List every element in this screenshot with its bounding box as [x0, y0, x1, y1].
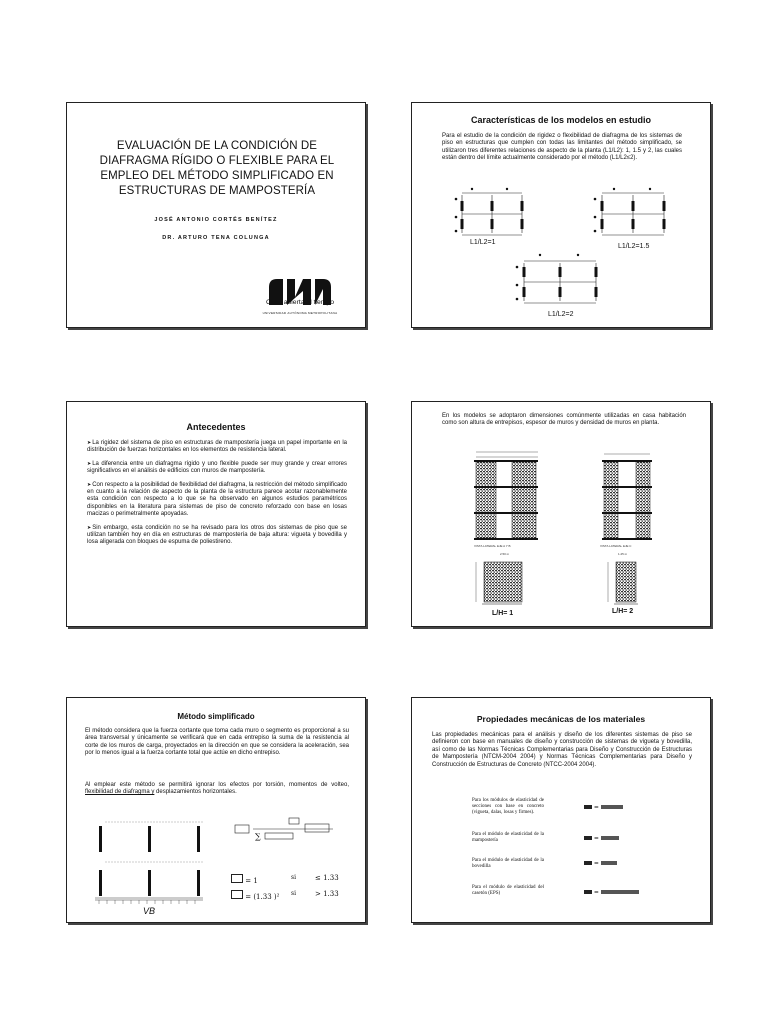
- slide-model-dimensions: [411, 401, 711, 627]
- condition-gt: > 1.33: [315, 890, 339, 898]
- shear-distribution-formula: [233, 816, 345, 850]
- underlined-text: flexibilidad de diafragma y: [85, 789, 155, 796]
- slide-paragraph: En los modelos se adoptaron dimensiones comúnmente utilizadas en casa habitación como son altura de entrepisos, espesor de muros y densidad de muros en planta.: [442, 413, 686, 427]
- slide-title: [66, 102, 366, 328]
- wall-panel-ratio-1: [474, 558, 524, 608]
- property-description: Para el módulo de elasticidad de la bovedilla: [472, 858, 544, 869]
- property-description: Para el módulo de elasticidad del casetón (EPS): [472, 885, 544, 896]
- formula-fae-1: [231, 874, 258, 885]
- slide-heading: Propiedades mecánicas de los materiales: [476, 714, 646, 724]
- slide-paragraph: Para el estudio de la condición de rigidez o flexibilidad de diafragma de los sistemas de piso en estructuras que cumplen con todas las limitantes del método simplificado, se utilizaron tres diferentes relaciones de aspecto de la planta (L1/L2): 1, 1.5 y 2, las cuales están dentro del límite actualmente considerado por el método (L1/L2≤2).: [442, 133, 682, 162]
- advisor-name: DR. ARTURO TENA COLUNGA: [162, 235, 270, 241]
- elevation-view-left: [468, 450, 540, 542]
- dimension-label-right: 1.25 m: [618, 552, 628, 556]
- condition-si-2: si: [291, 890, 296, 897]
- formula-fae-2: [231, 890, 279, 901]
- plan-diagram-ratio-2: [512, 251, 602, 311]
- property-formula: =: [584, 889, 639, 896]
- ratio-label-1-5: L1/L2=1.5: [618, 243, 650, 250]
- bullet-item: ➤ Con respecto a la posibilidad de flexibilidad del diafragma, la restricción del método simplificado en cuanto a la relación de aspecto de la planta de la estructura parece acotar razonablemente esta condición con respecto a lo que se ha observado en algunos estudios paramétricos disponibles en la literatura para sistemas de piso de concreto reforzado con base en losas macizas o perimetralmente apoyadas.: [87, 482, 347, 519]
- condition-le: ≤ 1.33: [315, 874, 339, 882]
- property-formula: =: [584, 804, 623, 811]
- property-description: Para el módulo de elasticidad de la mampostería: [472, 832, 544, 843]
- view-caption-left: VISTA LATERAL EJE A Y B: [474, 544, 511, 548]
- slide-paragraph: Las propiedades mecánicas para el análisis y diseño de los diferentes sistemas de piso se definieron con base en manuales de diseño y construcción de sistemas de vigueta y bovedilla, así como de las Normas Técnicas Complementarias para Diseño y Construcción de Estructuras de Mampostería (NTCM-2004 2004) y Normas Técnicas Complementarias para Diseño y Construcción de Estructuras de Concreto (NTCC-2004 2004).: [432, 732, 692, 768]
- slide-heading: Antecedentes: [186, 422, 246, 432]
- formula-text: = (1.33 )²: [245, 893, 280, 901]
- ratio-label-2: L1/L2=2: [548, 311, 574, 318]
- slide-simplified-method: [66, 697, 366, 923]
- base-shear-label: VB: [143, 906, 156, 916]
- bullet-item: ➤ La diferencia entre un diafragma rígido y uno flexible puede ser muy grande y crear errores significativos en el análisis de edificios con muros de mampostería.: [87, 461, 347, 476]
- elevation-view-right: [598, 450, 656, 542]
- plan-diagram-ratio-1: [452, 187, 530, 243]
- uam-logo-icon: [265, 269, 335, 315]
- paragraph-text: Al emplear este método se permitirá ignorar los efectos por torsión, momentos de volteo,: [85, 782, 349, 788]
- wall-panel-ratio-2: [606, 558, 640, 608]
- property-description: Para los módulos de elasticidad de secciones con base en concreto (vigueta, dalas, losas y firmes).: [472, 798, 544, 815]
- logo-tagline: Casa abierta al tiempo: [265, 299, 334, 306]
- aspect-label-left: L/H= 1: [492, 610, 514, 617]
- condition-si-1: si: [291, 874, 296, 881]
- slide-background: [66, 401, 366, 627]
- aspect-label-right: L/H= 2: [612, 608, 634, 615]
- view-caption-right: VISTA LATERAL EJE C: [600, 544, 632, 548]
- slide-heading: Método simplificado: [177, 712, 255, 721]
- slide-model-characteristics: [411, 102, 711, 328]
- dimension-label-left: 2.50 m: [500, 552, 510, 556]
- slide-material-properties: [411, 697, 711, 923]
- ratio-label-1: L1/L2=1: [470, 239, 496, 246]
- author-name: JOSÉ ANTONIO CORTÉS BENÍTEZ: [154, 217, 278, 223]
- slide-paragraph: El método considera que la fuerza cortante que toma cada muro o segmento es proporcional a su área transversal y únicamente se verificará que en cada entrepiso la suma de la resistencia al corte de los muros de carga, proyectados en la dirección en que se considera la aceleración, sea por lo menos igual a la fuerza cortante total que actúe en dicho entrepiso.: [85, 728, 349, 757]
- slide-paragraph-2: [85, 782, 349, 797]
- paragraph-text: desplazamientos horizontales.: [154, 789, 237, 796]
- presentation-title: EVALUACIÓN DE LA CONDICIÓN DE DIAFRAGMA RÍGIDO O FLEXIBLE PARA EL EMPLEO DEL MÉTODO SIMPLIFICADO EN ESTRUCTURAS DE MAMPOSTERÍA: [99, 140, 335, 197]
- formula-text: = 1: [245, 877, 258, 885]
- property-formula: =: [584, 860, 617, 867]
- plan-diagram-ratio-1-5: [590, 187, 670, 243]
- bullet-item: ➤ La rigidez del sistema de piso en estructuras de mampostería juega un papel importante en la distribución de fuerzas horizontales en los elementos de resistencia lateral.: [87, 440, 347, 455]
- svg-text:∑: ∑: [255, 832, 261, 841]
- bullet-item: ➤ Sin embargo, esta condición no se ha revisado para los otros dos sistemas de piso que se utilizan también hoy en día en estructuras de mampostería de baja altura: vigueta y bovedilla y losa aligerada con bloques de espuma de poliestireno.: [87, 525, 347, 547]
- slide-heading: Características de los modelos en estudio: [470, 115, 652, 125]
- property-formula: =: [584, 835, 619, 842]
- structural-diagram: [93, 816, 209, 914]
- university-name: UNIVERSIDAD AUTÓNOMA METROPOLITANA: [262, 311, 338, 315]
